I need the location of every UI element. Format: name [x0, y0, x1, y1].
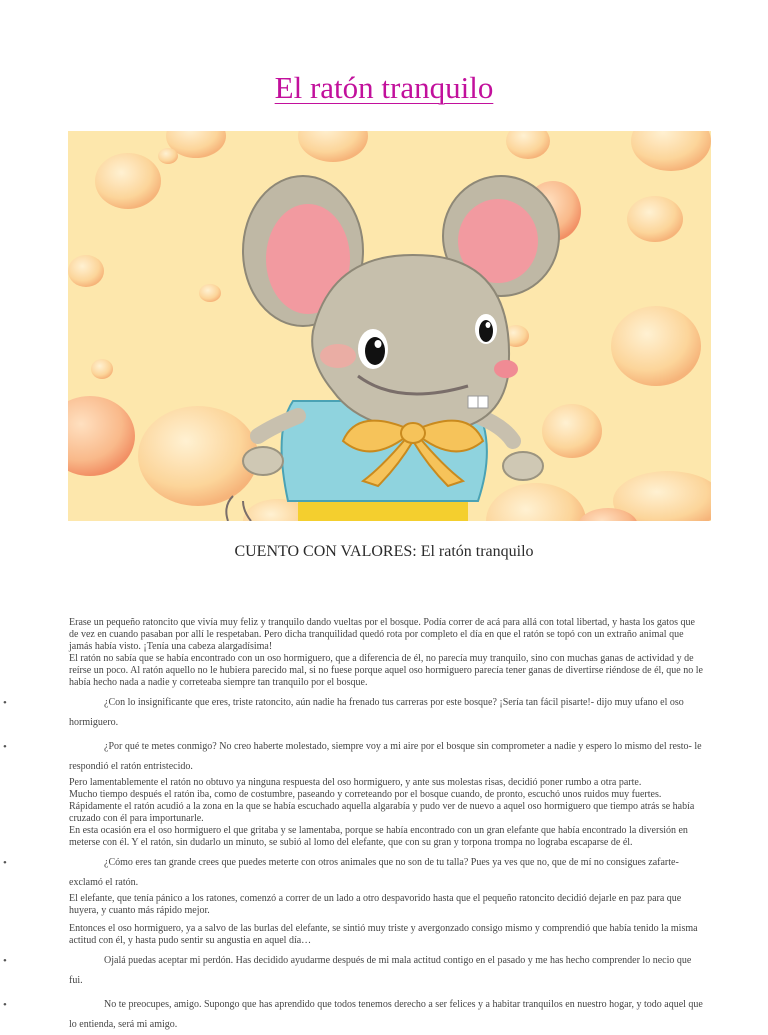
dialogue-bullet: • Ojalá puedas aceptar mi perdón. Has decidido ayudarme después de mi mala actitud contigo en el pasado y me has hecho comprender lo necio que fui. — [69, 951, 705, 991]
story-subtitle: CUENTO CON VALORES: El ratón tranquilo — [234, 543, 534, 560]
story-paragraph: Pero lamentablemente el ratón no obtuvo ya ninguna respuesta del oso hormiguero, y ante sus molestas risas, decidió poner rumbo a otra parte. — [69, 777, 642, 788]
story-body — [69, 617, 705, 1035]
story-paragraph: En esta ocasión era el oso hormiguero el que gritaba y se lamentaba, porque se había encontrado con un gran elefante que había encontrado la diversión en meterse con él. Y el ratón, sin dudarlo un minuto, se subió al lomo del elefante, que con su gran y torpona trompa no lograba escaparse de él. — [69, 825, 688, 848]
story-paragraph: El ratón no sabía que se había encontrado con un oso hormiguero, que a diferencia de él, no parecía muy tranquilo, sino con muchas ganas de actividad y de reírse un poco. Al ratón aquello no le hubiera parecido mal, si no fuese porque aquel oso hormiguero parecía tener ganas de divertirse riéndose de él, que no le había hecho nada a nadie y correteaba siempre tan tranquilo por el bosque. — [69, 653, 703, 688]
dialogue-list — [69, 853, 705, 893]
dialogue-list — [69, 693, 705, 777]
mouse-illustration — [68, 131, 711, 521]
dialogue-bullet: • No te preocupes, amigo. Supongo que has aprendido que todos tenemos derecho a ser felices y a habitar tranquilos en nuestro hogar, y todo aquel que lo entienda, será mi amigo. — [69, 995, 705, 1035]
dialogue-list — [69, 951, 705, 1035]
dialogue-bullet: • ¿Con lo insignificante que eres, triste ratoncito, aún nadie ha frenado tus carreras por este bosque? ¡Sería tan fácil pisarte!- dijo muy ufano el oso hormiguero. — [69, 693, 705, 733]
story-paragraph: Mucho tiempo después el ratón iba, como de costumbre, paseando y correteando por el bosque cuando, de pronto, escuchó unos ruidos muy fuertes. Rápidamente el ratón acudió a la zona en la que se había escuchado aquella algarabía y pudo ver de nuevo a aquel oso hormiguero que tiempo atrás se había cruzado con él para importunarle. — [69, 789, 695, 824]
story-paragraph: El elefante, que tenía pánico a los ratones, comenzó a correr de un lado a otro despavorido hasta que el pequeño ratoncito decidió dejarle en paz para que huyera, y cuanto más rápido mejor. — [69, 893, 682, 916]
story-paragraph: Erase un pequeño ratoncito que vivía muy feliz y tranquilo dando vueltas por el bosque. Podía correr de acá para allá con total libertad, y hasta los gatos que de vez en cuando pasaban por allí le respetaban. Pero dicha tranquilidad quedó rota por completo el día en que el ratón se topó con un extraño animal que jamás había visto. ¡Tenía una cabeza alargadísima! — [69, 617, 695, 652]
dialogue-bullet: • ¿Cómo eres tan grande crees que puedes meterte con otros animales que no son de tu talla? Pues ya ves que no, que de mí no consigues zafarte- exclamó el ratón. — [69, 853, 705, 893]
story-paragraph: Entonces el oso hormiguero, ya a salvo de las burlas del elefante, se sintió muy triste y avergonzado consigo mismo y comprendió que había tenido la misma actitud con él, y hasta pudo sentir su angustia en aquel día… — [69, 923, 698, 946]
document-title[interactable]: El ratón tranquilo — [274, 70, 494, 105]
dialogue-bullet: • ¿Por qué te metes conmigo? No creo haberte molestado, siempre voy a mi aire por el bosque sin comprometer a nadie y espero lo mismo del resto- le respondió el ratón entristecido. — [69, 737, 705, 777]
